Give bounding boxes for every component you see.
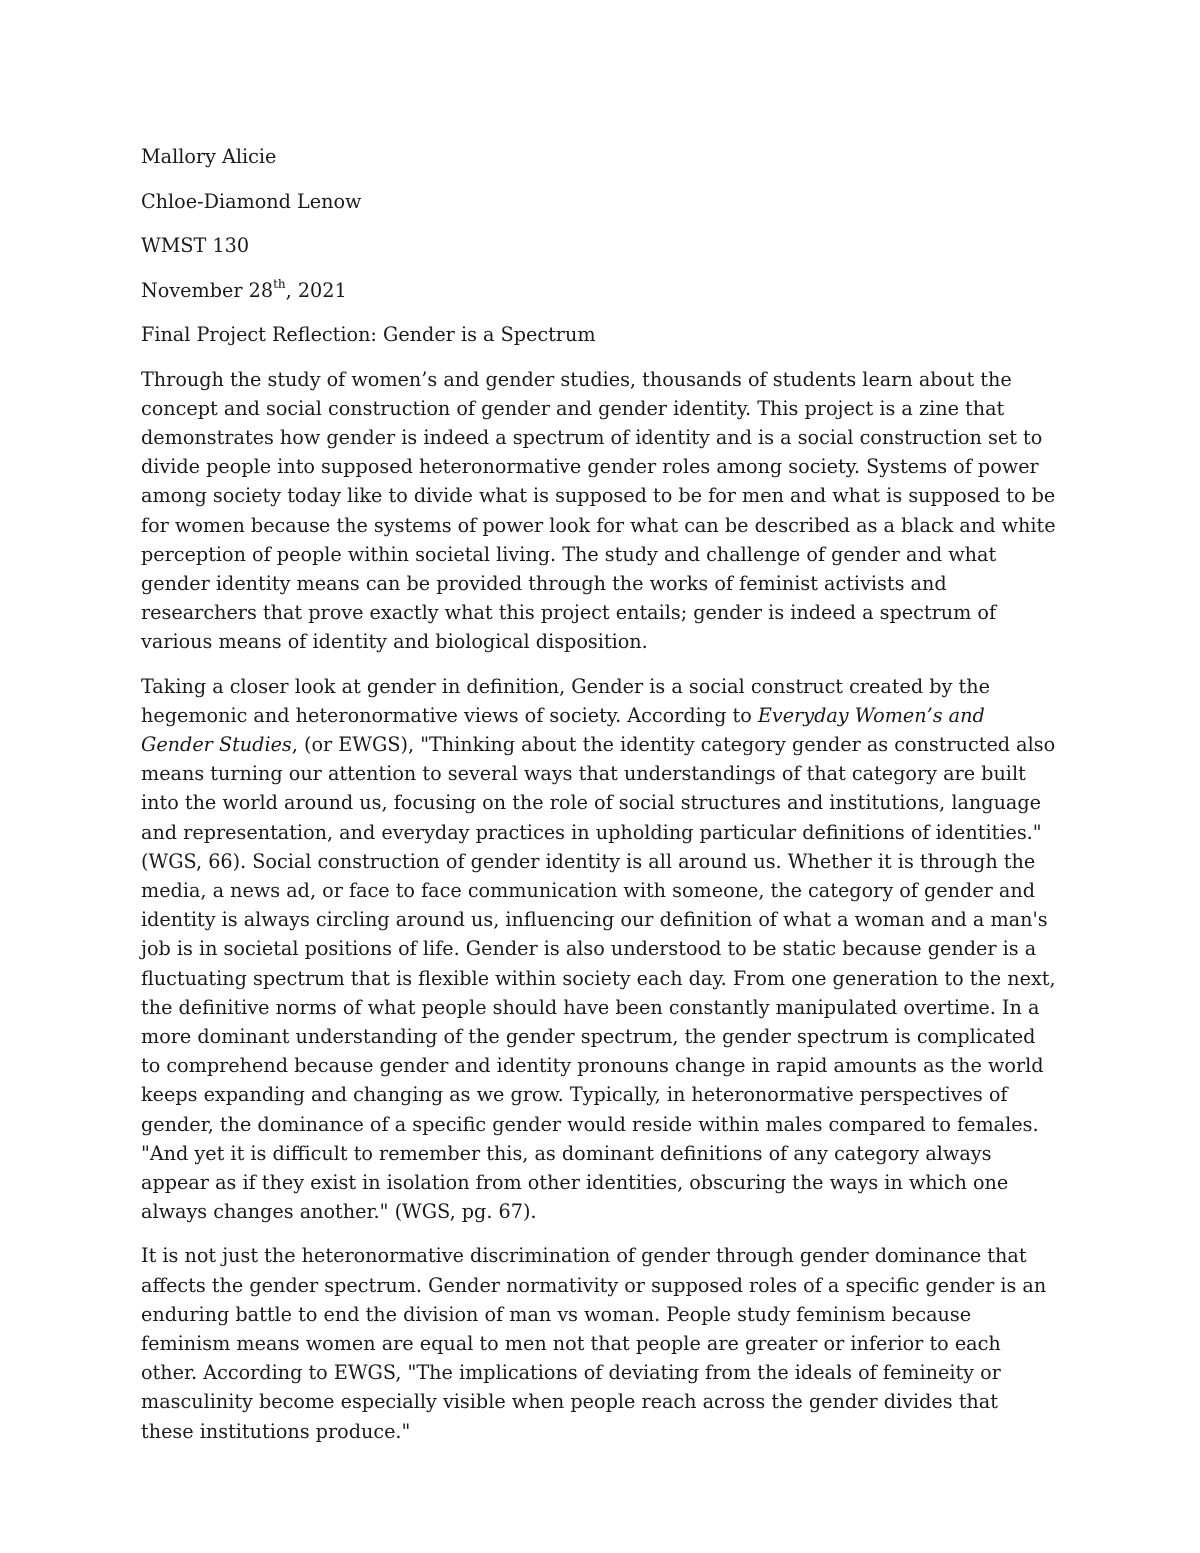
document-title: Final Project Reflection: Gender is a Spectrum — [141, 323, 596, 346]
paragraph-3: It is not just the heteronormative discrimination of gender through gender dominance that affects the gender spectrum. Gender normativity or supposed roles of a specific gender is an enduring battle to end the division of man vs woman. People study feminism because feminism means women are equal to men not that people are greater or inferior to each other. According to EWGS, "The implications of deviating from the ideals of femineity or masculinity become especially visible when people reach across the gender divides that these institutions produce." — [141, 1244, 1047, 1443]
date-year: , 2021 — [285, 278, 347, 302]
book-title: Everyday Women’s and Gender Studies — [141, 703, 985, 756]
author-name: Mallory Alicie — [141, 145, 277, 168]
paragraph-2-start: Taking a closer look at gender in definition, Gender is a social construct created by the hegemonic and heteronormative views of society. According to — [141, 674, 990, 727]
course-code: WMST 130 — [141, 234, 250, 257]
paragraph-1: Through the study of women’s and gender studies, thousands of students learn about the concept and social construction of gender and gender identity. This project is a zine that demonstrates how gender is indeed a spectrum of identity and is a social construction set to divide people into supposed heteronormative gender roles among society. Systems of power among society today like to divide what is supposed to be for men and what is supposed to be for women because the systems of power look for what can be described as a black and white perception of people within societal living. The study and challenge of gender and what gender identity means can be provided through the works of feminist activists and researchers that prove exactly what this project entails; gender is indeed a spectrum of various means of identity and biological disposition. — [141, 367, 1056, 654]
instructor-name: Chloe-Diamond Lenow — [141, 189, 362, 213]
paragraph-2 — [141, 672, 1056, 1227]
document-date — [141, 276, 1056, 305]
document-content — [141, 142, 1056, 1461]
date-ordinal: th — [273, 277, 286, 292]
date-month-day: November 28 — [141, 278, 274, 302]
paragraph-2-end: , (or EWGS), "Thinking about the identity category gender as constructed also means turning our attention to several ways that understandings of that category are built into the world around us, focusing on the role of social structures and institutions, language and representation, and everyday practices in upholding particular definitions of identities." (WGS, 66). Social construction of gender identity is all around us. Whether it is through the media, a news ad, or face to face communication with someone, the category of gender and identity is always circling around us, influencing our definition of what a woman and a man's job is in societal positions of life. Gender is also understood to be static because gender is a fluctuating spectrum that is flexible within society each day. From one generation to the next, the definitive norms of what people should have been constantly manipulated overtime. In a more dominant understanding of the gender spectrum, the gender spectrum is complicated to comprehend because gender and identity pronouns change in rapid amounts as the world keeps expanding and changing as we grow. Typically, in heteronormative perspectives of gender, the dominance of a specific gender would reside within males compared to females. "And yet it is difficult to remember this, as dominant definitions of any category always appear as if they exist in isolation from other identities, obscuring the ways in which one always changes another." (WGS, pg. 67). — [141, 732, 1056, 1224]
